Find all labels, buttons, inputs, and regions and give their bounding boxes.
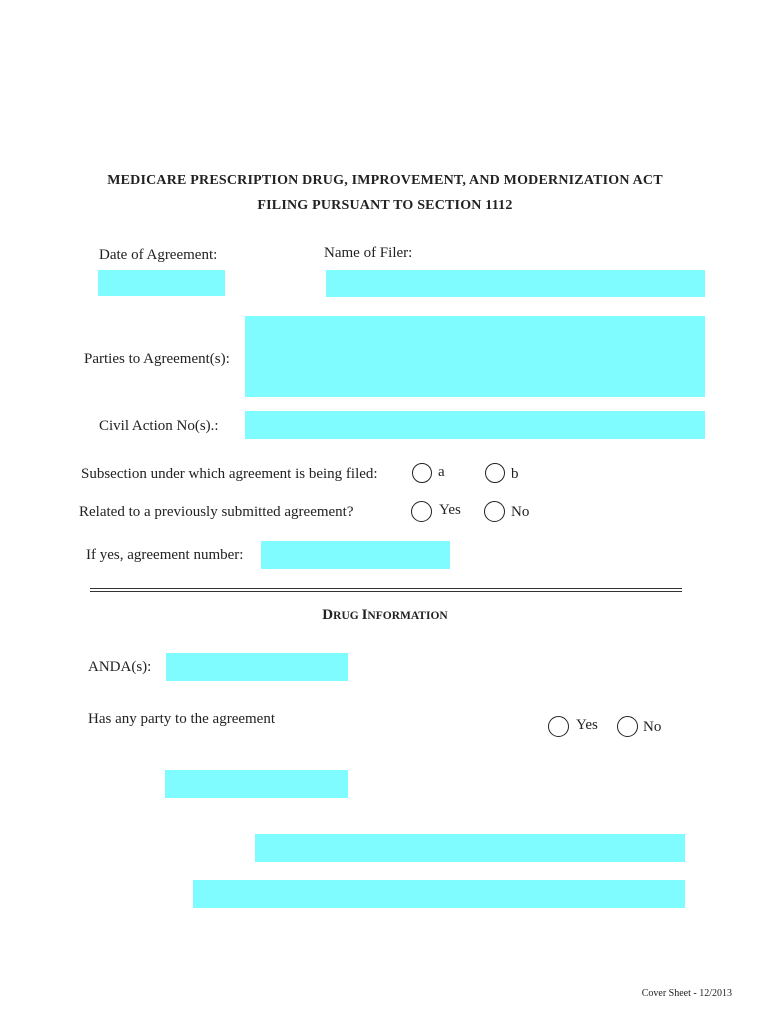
drug-information-title xyxy=(0,607,770,624)
parties-field[interactable] xyxy=(245,316,705,397)
name-of-filer-label: Name of Filer: xyxy=(324,245,413,261)
related-yes-radio[interactable] xyxy=(411,501,432,522)
civil-action-field[interactable] xyxy=(245,411,705,439)
drug-extra-field-2[interactable] xyxy=(255,834,685,862)
related-no-label: No xyxy=(511,504,530,520)
date-of-agreement-field[interactable] xyxy=(98,270,225,296)
anda-label: ANDA(s): xyxy=(88,659,152,675)
party-question-label: Has any party to the agreement xyxy=(88,711,276,727)
drug-info-initial-2: I xyxy=(361,607,368,623)
name-of-filer-field[interactable] xyxy=(326,270,705,297)
party-yes-label: Yes xyxy=(576,717,598,733)
drug-extra-field-1[interactable] xyxy=(165,770,348,798)
parties-label: Parties to Agreement(s): xyxy=(84,351,230,367)
drug-extra-field-3[interactable] xyxy=(193,880,685,908)
related-label: Related to a previously submitted agreement? xyxy=(79,504,354,520)
subsection-a-radio[interactable] xyxy=(412,463,432,483)
drug-info-initial-1: D xyxy=(322,607,334,623)
drug-info-rest-1: RUG xyxy=(333,610,362,622)
related-yes-label: Yes xyxy=(439,502,461,518)
form-title: MEDICARE PRESCRIPTION DRUG, IMPROVEMENT, AND MODERNIZATION ACT xyxy=(107,173,663,188)
party-no-label: No xyxy=(643,719,662,735)
agreement-number-label: If yes, agreement number: xyxy=(86,547,244,563)
party-yes-radio[interactable] xyxy=(548,716,569,737)
party-no-radio[interactable] xyxy=(617,716,638,737)
drug-info-rest-2: NFORMATION xyxy=(367,610,448,622)
related-no-radio[interactable] xyxy=(484,501,505,522)
anda-field[interactable] xyxy=(166,653,348,681)
subsection-a-label: a xyxy=(438,464,445,480)
civil-action-label: Civil Action No(s).: xyxy=(99,418,219,434)
footer-cover-sheet: Cover Sheet - 12/2013 xyxy=(641,988,732,999)
subsection-b-label: b xyxy=(511,466,519,482)
date-of-agreement-label: Date of Agreement: xyxy=(99,247,218,263)
subsection-label: Subsection under which agreement is being filed: xyxy=(81,466,378,482)
divider-bottom-line xyxy=(90,591,682,592)
agreement-number-field[interactable] xyxy=(261,541,450,569)
divider-top-line xyxy=(90,588,682,589)
subsection-b-radio[interactable] xyxy=(485,463,505,483)
form-subtitle: FILING PURSUANT TO SECTION 1112 xyxy=(257,198,513,213)
